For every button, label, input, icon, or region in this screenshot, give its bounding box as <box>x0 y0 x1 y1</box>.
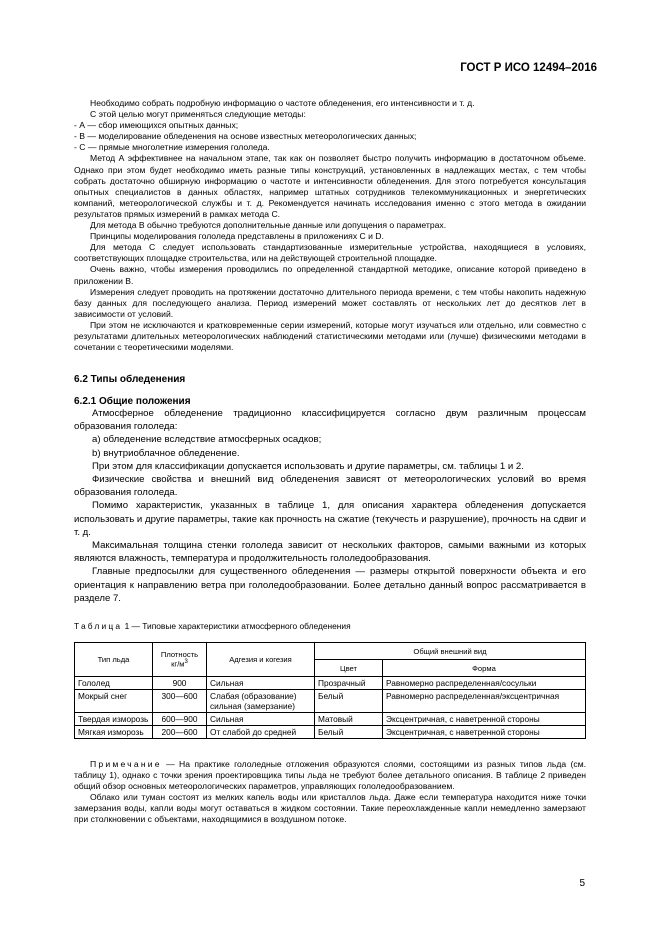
paragraph: Физические свойства и внешний вид обледенения зависят от метеорологических условий во время образования гололеда. <box>74 474 586 499</box>
header-density-exponent: 3 <box>184 659 188 666</box>
header-adhesion: Адгезия и когезия <box>207 643 315 677</box>
cell-adhesion: Сильная <box>207 713 315 726</box>
list-item: - В — моделирование обледенения на основе известных метеорологических данных; <box>74 131 417 142</box>
table-row <box>75 726 586 739</box>
cell-density: 600—900 <box>153 713 207 726</box>
paragraph: При этом для классификации допускается использовать и другие параметры, см. таблицы 1 и 2. <box>92 460 524 472</box>
header-form: Форма <box>383 660 586 677</box>
cell-color: Белый <box>315 726 383 739</box>
note-text: — На практике гололедные отложения образуются слоями, состоящими из разных типов льда (см. таблицу 1), однако с точки зрения проектировщика типы льда не требуют более детального описания. В таблице 2 приведен общий обзор основных метеорологических параметров, управляющих гололедообразованием. <box>74 759 586 792</box>
paragraph: При этом не исключаются и кратковременные серии измерений, которые могут изучаться или отдельно, или совместно с результатами длительных метеорологических наблюдений статистическими методами или (лучше) физическими методами в сочетании с теоретическими моделями. <box>74 319 586 353</box>
cell-form: Равномерно распределенная/эксцентричная <box>383 690 586 713</box>
table-note <box>74 759 586 792</box>
header-density-unit: кг/м <box>171 659 185 669</box>
header-color: Цвет <box>315 660 383 677</box>
paragraph: Метод А эффективнее на начальном этапе, так как он позволяет быстро получить информацию в достаточном объеме. Однако при этом будет необходимо иметь разные типы конструкций, установленных в надлежащих местах, с тем чтобы собрать достаточно обширную информацию о частоте и интенсивности обледенения. Для этого потребуется консультация опытных специалистов в данных областях, например штатных сотрудников телекоммуникационных и энергетических компаний, метеорологической службы и т. д. Рекомендуется начинать исследования именно с этого метода в ожидании результатов прямых измерений в рамках метода С. <box>74 153 586 219</box>
table-row <box>75 677 586 690</box>
cell-form: Эксцентричная, с наветренной стороны <box>383 713 586 726</box>
table-caption-label: Таблица <box>74 621 123 631</box>
notes-block <box>74 759 586 826</box>
paragraph: Для метода С следует использовать стандартизованные измерительные устройства, находящиеся в условиях, соответствующих площадке строительства, или на действующей строительной площадке. <box>74 242 586 264</box>
cell-type: Мокрый снег <box>75 690 153 713</box>
table-row <box>75 690 586 713</box>
header-density-label: Плотность <box>160 650 199 660</box>
paragraph: Помимо характеристик, указанных в таблице 1, для описания характера обледенения допускается использовать и другие параметры, такие как прочность на сжатие (текучесть и разрушение), прочность на сдвиг и т. д. <box>74 500 586 538</box>
list-item: - А — сбор имеющихся опытных данных; <box>74 120 239 131</box>
section-heading: 6.2 Типы обледенения <box>74 374 186 385</box>
standard-header: ГОСТ Р ИСО 12494–2016 <box>460 62 597 74</box>
cell-density: 900 <box>153 677 207 690</box>
paragraph: С этой целью могут применяться следующие методы: <box>90 109 306 120</box>
section-body <box>74 407 586 605</box>
paragraph: Облако или туман состоят из мелких капель воды или кристаллов льда. Даже если температура находится ниже точки замерзания воды, капли воды могут оставаться в жидком состоянии. Такие переохлажденные капли немедленно замерзают при столкновении с объектами, находящимися в воздушном потоке. <box>74 792 586 825</box>
header-ice-type: Тип льда <box>75 643 153 677</box>
cell-adhesion: Слабая (образование) сильная (замерзание) <box>207 690 315 713</box>
paragraph: Принципы моделирования гололеда представлены в приложениях С и D. <box>90 231 384 242</box>
intro-block <box>74 98 586 353</box>
cell-form: Равномерно распределенная/сосульки <box>383 677 586 690</box>
paragraph: Необходимо собрать подробную информацию о частоте обледенения, его интенсивности и т. д. <box>90 98 475 108</box>
paragraph: Очень важно, чтобы измерения проводились по определенной стандартной методике, описание которой приведено в приложении В. <box>74 264 586 286</box>
paragraph: Максимальная толщина стенки гололеда зависит от нескольких факторов, самыми важными из которых являются влажность, температура и продолжительность гололедообразования. <box>74 540 586 565</box>
cell-color: Матовый <box>315 713 383 726</box>
list-item: b) внутриоблачное обледенение. <box>92 447 240 459</box>
cell-color: Прозрачный <box>315 677 383 690</box>
list-item: a) обледенение вследствие атмосферных осадков; <box>92 434 322 446</box>
header-density <box>153 643 207 677</box>
header-appearance: Общий внешний вид <box>315 643 586 660</box>
cell-color: Белый <box>315 690 383 713</box>
paragraph: Измерения следует проводить на протяжении достаточно длительного периода времени, с тем чтобы накопить надежную базу данных для последующего анализа. Период измерений может составлять от нескольких лет до десятков лет в зависимости от условий. <box>74 286 586 319</box>
cell-density: 200—600 <box>153 726 207 739</box>
page-number: 5 <box>579 878 585 889</box>
cell-adhesion: Сильная <box>207 677 315 690</box>
table-caption-text: 1 — Типовые характеристики атмосферного обледенения <box>122 621 351 631</box>
note-label: Примечание <box>90 759 162 769</box>
table-row <box>75 713 586 726</box>
paragraph: Главные предпосылки для существенного обледенения — размеры открытой поверхности объекта и его ориентация к направлению ветра при гололедообразовании. Более детально данный вопрос рассматривается в разделе 7. <box>74 566 586 604</box>
paragraph: Для метода В обычно требуются дополнительные данные или допущения о параметрах. <box>90 220 447 231</box>
cell-density: 300—600 <box>153 690 207 713</box>
cell-form: Эксцентричная, с наветренной стороны <box>383 726 586 739</box>
cell-adhesion: От слабой до средней <box>207 726 315 739</box>
paragraph: Атмосферное обледенение традиционно классифицируется согласно двум различным процессам образования гололеда: <box>74 408 586 433</box>
cell-type: Твердая изморозь <box>75 713 153 726</box>
cell-type: Гололед <box>75 677 153 690</box>
table-caption <box>74 621 351 631</box>
subsection-heading: 6.2.1 Общие положения <box>74 396 191 407</box>
list-item: - С — прямые многолетние измерения гололеда. <box>74 142 270 153</box>
cell-type: Мягкая изморозь <box>75 726 153 739</box>
ice-types-table <box>74 642 586 739</box>
